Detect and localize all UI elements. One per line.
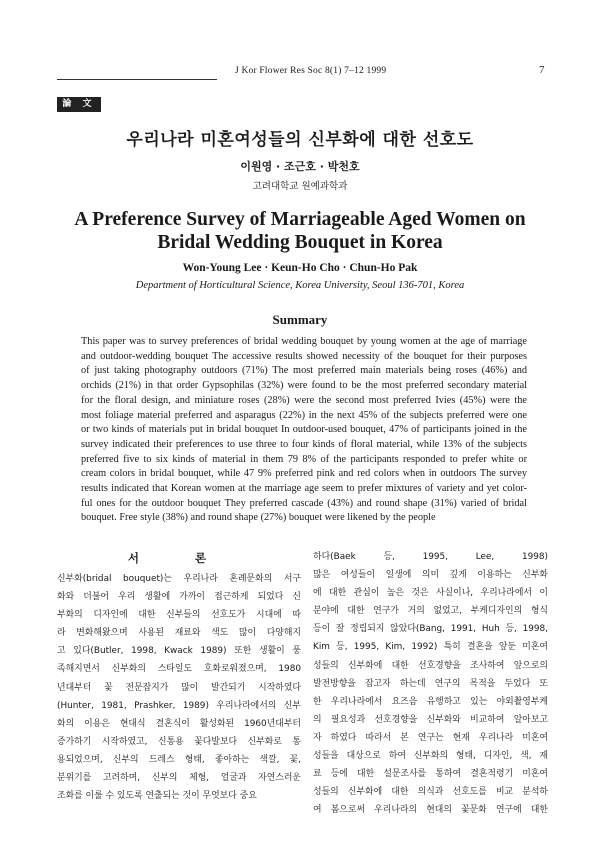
summary-line: cream colors in bridal bouquet, while 47 9% preferred pink and red colors when in outdoors The survey: [81, 468, 527, 480]
intro-text-line: 여 봄으로써 우리나라의 현대의 꽃문화 연구에 대한: [313, 805, 548, 816]
summary-line: of just taking photography outdoors (71%) The most preferred main materials being roses (46%) and: [81, 365, 527, 377]
intro-text-line: 자 하였다 따라서 본 연구는 현재 우리나라 미혼여: [313, 732, 548, 743]
authors-korean: 이원영 · 조근호 · 박천호: [240, 160, 360, 173]
intro-text-line: 분위기를 고려하며, 신부의 체형, 얼굴과 자연스러운: [57, 773, 301, 784]
summary-line: for the floral design, and miniature roses (28%) were the second most preferred Ivies (45%) were the: [81, 394, 527, 406]
summary-line: orchids (21%) in that order Gypsophilas (32%) were found to be the most preferred secondary material: [81, 380, 527, 392]
intro-right-column: [313, 548, 548, 819]
summary-line: This paper was to survey preferences of bridal wedding bouquet by young women at the age of marriage: [81, 336, 527, 347]
article-type-badge: 論 文: [57, 97, 101, 112]
intro-text-line: 성들을 대상으로 하여 신부화의 형태, 디자인, 색, 재: [313, 751, 548, 762]
intro-text-line: Kim 등, 1995, Kim, 1992) 특히 결혼을 앞둔 미혼여: [313, 642, 548, 653]
intro-text-line: 발전방향을 잡고자 하는데 연구의 목적을 두었다 또: [313, 678, 548, 689]
title-english: [0, 208, 600, 254]
summary-line: preferred five to six kinds of material in them 79 8% of the participants responded to prefer white or: [81, 453, 527, 465]
intro-text-line: 한 우리나라에서 요즈음 유행하고 있는 야외촬영부케: [313, 696, 548, 707]
intro-text-line: 하다(Baek 등, 1995, Lee, 1998): [313, 552, 548, 562]
summary-line: most foliage material preferred and asparagus (22%) in the next 45% of the subjects preferred were one: [81, 409, 527, 421]
intro-heading: 서 론: [127, 551, 233, 565]
intro-text-line: 신부화(bridal bouquet)는 우리나라 혼례문화의 서구: [57, 574, 301, 584]
intro-text-line: 료 등에 대한 설문조사를 통하여 결혼적령기 미혼여: [313, 769, 548, 780]
intro-text-line: 용되었으며, 신부의 드레스 형태, 좋아하는 색깔, 꽃,: [57, 754, 301, 765]
intro-text-line: 등이 잘 정립되지 않았다(Bang, 1991, Huh 등, 1998,: [313, 624, 548, 635]
intro-text-line: 분야에 대한 연구가 거의 없었고, 부케디자인의 형식: [313, 606, 548, 617]
intro-text-line: 화의 이용은 현대식 결혼식이 활성화된 1960년대부터: [57, 718, 301, 729]
title-korean: 우리나라 미혼여성들의 신부화에 대한 선호도: [126, 130, 474, 150]
intro-text-line: 증가하기 시작하였고, 신통용 꽃다발보다 신부화로 통: [57, 736, 301, 747]
summary-line: and outdoor-wedding bouquet The accessive results showed necessity of the bouquet for their purposes: [81, 350, 527, 362]
header-rule: [57, 79, 217, 80]
authors-english: Won-Young Lee · Keun-Ho Cho · Chun-Ho Pak: [182, 262, 418, 274]
intro-text-line: (Hunter, 1981, Prashker, 1989) 우리나라에서의 신부: [57, 700, 301, 711]
affiliation-english: Department of Horticultural Science, Korea University, Seoul 136-701, Korea: [135, 280, 465, 291]
intro-text-line: 라 변화해왔으며 사용된 재료와 색도 많이 다양해지: [57, 628, 301, 639]
intro-text-line: 고 있다(Butler, 1998, Kwack 1989) 또한 생활이 풍: [57, 646, 301, 657]
intro-text-line: 족해지면서 신부화의 스타일도 호화로워졌으며, 1980: [57, 664, 301, 675]
title-english-line2: Bridal Wedding Bouquet in Korea: [157, 232, 443, 253]
intro-text-line: 조화를 이룰 수 있도록 연출되는 것이 무엇보다 중요: [57, 791, 257, 802]
summary-line: or two kinds of materials put in bridal bouquet In outdoor-used bouquet, 47% of participants joined in the: [81, 424, 527, 436]
intro-text-line: 의 필요성과 선호경향을 신부화와 비교하여 알아보고: [313, 714, 548, 725]
summary-line: survey indicated their preferences to use three to four kinds of floral material, while 13% of the subjects: [81, 438, 527, 450]
intro-text-line: 성들의 신부화에 대한 의식과 선호도를 비교 분석하: [313, 787, 548, 798]
affiliation-korean: 고려대학교 원예과학과: [252, 181, 348, 192]
intro-left-column: [57, 570, 301, 805]
intro-text-line: 성들의 신부화에 대한 선호경향을 조사하여 앞으로의: [313, 660, 548, 671]
intro-text-line: 에 대한 관심이 높은 것은 사실이나, 우리나라에서 이: [313, 588, 548, 599]
summary-heading: Summary: [272, 312, 328, 327]
intro-text-line: 년대부터 꽃 전문잡지가 많이 발간되기 시작하였다: [57, 682, 301, 693]
intro-text-line: 부화의 디자인에 대한 신부들의 선호도가 시대에 따: [57, 610, 301, 621]
title-english-line1: A Preference Survey of Marriageable Aged Women on: [74, 209, 526, 230]
summary-line: bouquet. Free style (38%) and round shape (27%) bouquet were likened by the people: [81, 512, 436, 524]
summary-text: [81, 335, 527, 526]
running-head: J Kor Flower Res Soc 8(1) 7–12 1999: [235, 66, 387, 76]
intro-text-line: 화와 더불어 우리 생활에 가까이 접근하게 되었다 신: [57, 592, 301, 603]
summary-line: ful ones for the outdoor bouquet They preferred cascade (43%) and round shape (31%) varied of bridal: [81, 497, 527, 509]
summary-line: results indicated that Korean women at the marriage age seem to prefer mixtures of variety and yet color-: [81, 483, 527, 495]
page-number: 7: [539, 64, 545, 76]
intro-text-line: 많은 여성들이 일생에 의미 깊게 이용하는 신부화: [313, 570, 548, 581]
